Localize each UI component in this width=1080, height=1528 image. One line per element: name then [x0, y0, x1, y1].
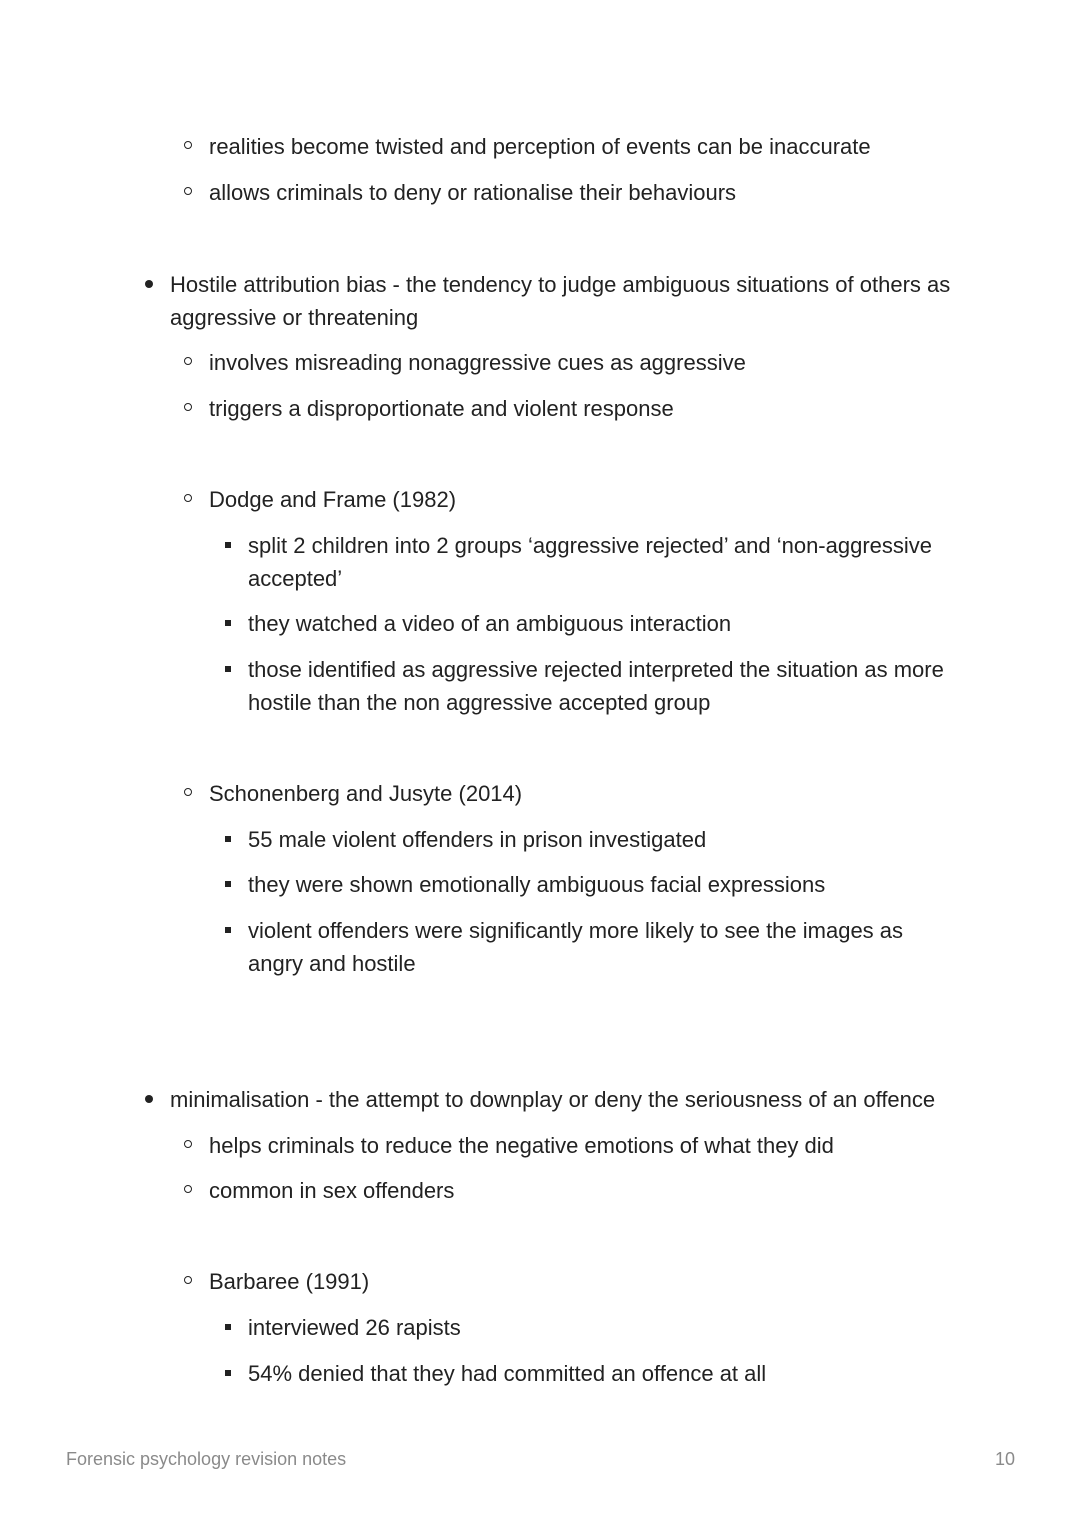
list-item: 55 male violent offenders in prison investigated [248, 827, 707, 852]
square-bullet-icon [225, 927, 231, 933]
section-heading-hostile-attribution: Hostile attribution bias - the tendency to judge ambiguous situations of others as aggressive or threatening [170, 272, 951, 330]
study-title-barbaree: Barbaree (1991) [209, 1269, 370, 1294]
square-bullet-icon [225, 620, 231, 626]
list-item: common in sex offenders [209, 1178, 455, 1203]
circle-bullet-icon [184, 357, 192, 365]
circle-bullet-icon [184, 187, 192, 195]
list-item: involves misreading nonaggressive cues as aggressive [209, 350, 746, 375]
page-number: 10 [994, 1449, 1015, 1469]
circle-bullet-icon [184, 141, 192, 149]
square-bullet-icon [225, 1370, 231, 1376]
circle-bullet-icon [184, 1140, 192, 1148]
footer-title: Forensic psychology revision notes [66, 1449, 347, 1469]
circle-bullet-icon [184, 1185, 192, 1193]
list-item: violent offenders were significantly more likely to see the images as angry and hostile [248, 918, 904, 976]
circle-bullet-icon [184, 788, 192, 796]
list-item: helps criminals to reduce the negative emotions of what they did [209, 1133, 834, 1158]
square-bullet-icon [225, 666, 231, 672]
list-item: triggers a disproportionate and violent response [209, 396, 674, 421]
disc-bullet-icon [145, 1095, 153, 1103]
list-item: realities become twisted and perception of events can be inaccurate [209, 134, 871, 159]
square-bullet-icon [225, 1324, 231, 1330]
list-item: 54% denied that they had committed an offence at all [248, 1361, 767, 1386]
circle-bullet-icon [184, 1276, 192, 1284]
list-item: they were shown emotionally ambiguous facial expressions [248, 872, 826, 897]
study-title-schonenberg-jusyte: Schonenberg and Jusyte (2014) [209, 781, 523, 806]
list-item: split 2 children into 2 groups ‘aggressive rejected’ and ‘non-aggressive accepted’ [248, 533, 933, 591]
circle-bullet-icon [184, 494, 192, 502]
circle-bullet-icon [184, 403, 192, 411]
list-item: interviewed 26 rapists [248, 1315, 461, 1340]
study-title-dodge-frame: Dodge and Frame (1982) [209, 487, 457, 512]
list-item: those identified as aggressive rejected interpreted the situation as more hostile than the non aggressive accepted group [248, 657, 944, 715]
disc-bullet-icon [145, 280, 153, 288]
list-item: they watched a video of an ambiguous interaction [248, 611, 732, 636]
list-item: allows criminals to deny or rationalise their behaviours [209, 180, 737, 205]
section-heading-minimalisation: minimalisation - the attempt to downplay or deny the seriousness of an offence [170, 1087, 936, 1112]
square-bullet-icon [225, 836, 231, 842]
square-bullet-icon [225, 542, 231, 548]
square-bullet-icon [225, 881, 231, 887]
